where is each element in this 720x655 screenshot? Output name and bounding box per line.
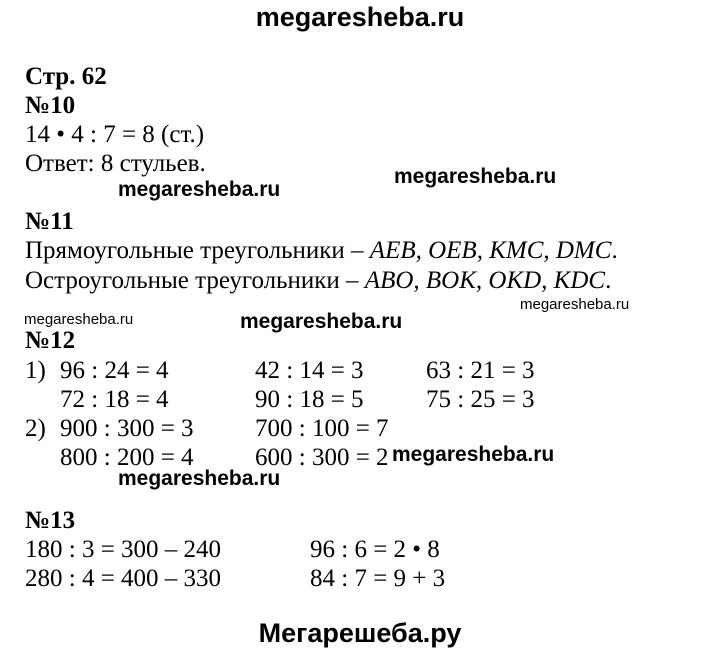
watermark: megaresheba.ru: [118, 178, 281, 201]
equation: 280 : 4 = 400 – 330: [25, 565, 222, 592]
acute-triangles-values: ABO, BOK, OKD, KDC: [364, 267, 606, 294]
equation: 700 : 100 = 7: [255, 415, 389, 442]
period: .: [605, 267, 612, 294]
equation: 75 : 25 = 3: [426, 386, 535, 413]
task-12-part-1-label: 1): [25, 357, 46, 384]
acute-triangles-label: Остроугольные треугольники –: [25, 267, 365, 294]
equation: 84 : 7 = 9 + 3: [310, 565, 446, 592]
task-13-number: №13: [25, 507, 76, 534]
task-10-number: №10: [25, 92, 76, 119]
right-triangles-values: AEB, OEB, KMC, DMC: [369, 237, 612, 264]
equation: 900 : 300 = 3: [60, 415, 194, 442]
task-11-number: №11: [25, 208, 74, 235]
watermark: megaresheba.ru: [118, 467, 281, 490]
watermark-top: megaresheba.ru: [255, 2, 465, 32]
equation: 63 : 21 = 3: [426, 357, 535, 384]
equation: 180 : 3 = 300 – 240: [25, 536, 222, 563]
equation: 42 : 14 = 3: [255, 357, 364, 384]
equation: 600 : 300 = 2: [255, 444, 389, 471]
watermark-small: megaresheba.ru: [520, 296, 630, 313]
equation: 800 : 200 = 4: [60, 444, 194, 471]
equation: 90 : 18 = 5: [255, 386, 364, 413]
task-11-acute-triangles: [25, 266, 611, 296]
watermark: megaresheba.ru: [394, 165, 557, 188]
right-triangles-label: Прямоугольные треугольники –: [25, 237, 370, 264]
task-11-right-triangles: [25, 236, 618, 266]
task-10-answer: Ответ: 8 стульев.: [25, 150, 206, 177]
equation: 96 : 6 = 2 • 8: [310, 536, 440, 563]
watermark-small: megaresheba.ru: [24, 311, 134, 328]
task-10-equation: 14 • 4 : 7 = 8 (ст.): [25, 121, 205, 148]
task-12-number: №12: [25, 327, 76, 354]
watermark: megaresheba.ru: [392, 443, 555, 466]
equation: 96 : 24 = 4: [60, 357, 169, 384]
watermark: megaresheba.ru: [240, 310, 403, 333]
equation: 72 : 18 = 4: [60, 386, 169, 413]
page-heading: Стр. 62: [25, 63, 107, 90]
watermark-bottom: Мегарешеба.ру: [258, 618, 462, 648]
period: .: [611, 237, 618, 264]
task-12-part-2-label: 2): [25, 415, 46, 442]
